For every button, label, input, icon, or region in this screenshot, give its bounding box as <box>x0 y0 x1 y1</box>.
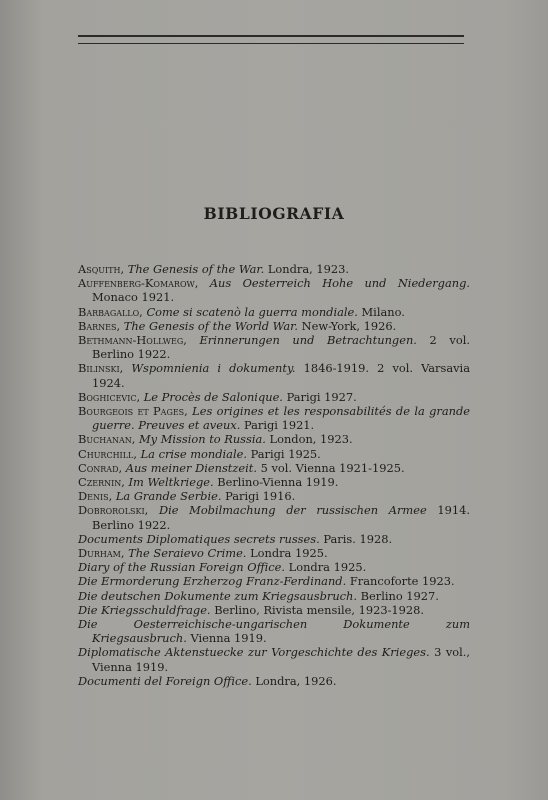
bibliography-entry <box>78 262 470 276</box>
entry-work: The Genesis of the World War. <box>123 318 298 333</box>
entry-details: Francoforte 1923. <box>349 574 455 589</box>
entry-details: 3 vol., Vienna 1919. <box>92 645 471 674</box>
entry-author: Buchanan, <box>78 432 136 447</box>
entry-work: Erinnerungen und Betrachtungen. <box>199 333 417 348</box>
entry-work: Diary of the Russian Foreign Office. <box>78 560 286 575</box>
entry-author: Dobrorolski, <box>78 503 149 518</box>
entry-details: Vienna 1919. <box>190 631 267 646</box>
bibliography-entry <box>78 574 470 588</box>
bibliography-entry <box>78 475 470 489</box>
entry-work: Wspomnienia i dokumenty. <box>131 361 296 376</box>
entry-details: Londra, 1923. <box>267 262 349 276</box>
entry-details: Paris. 1928. <box>323 531 393 546</box>
entry-details: Berlino 1927. <box>360 588 439 603</box>
bibliography-entry <box>78 589 470 603</box>
entry-details: Parigi 1916. <box>225 489 296 504</box>
entry-work: Les origines et les responsabilités de la grande guerre. Preuves et aveux. <box>92 404 470 433</box>
entry-author: Auffenberg-Komarow, <box>78 276 199 291</box>
entry-details: 1914. Berlino 1922. <box>92 503 470 532</box>
entry-author: Churchill, <box>78 446 137 461</box>
bibliography-entry <box>78 674 470 688</box>
entry-work: Die deutschen Dokumente zum Kriegsausbruch. <box>78 588 358 603</box>
entry-work: Come si scatenò la guerra mondiale. <box>146 304 358 319</box>
bibliography-entry <box>78 305 470 319</box>
entry-work: Die Ermorderung Erzherzog Franz-Ferdinand. <box>78 574 347 589</box>
entry-details: Londra 1925. <box>250 546 328 561</box>
entry-details: Milano. <box>361 304 405 319</box>
entry-details: 2 vol. Berlino 1922. <box>92 333 470 362</box>
bibliography-entry <box>78 461 470 475</box>
entry-author: Barbagallo, <box>78 304 143 319</box>
entry-details: Monaco 1921. <box>92 290 175 305</box>
bibliography-entry <box>78 489 470 503</box>
entry-work: La Grande Serbie. <box>115 489 222 504</box>
bibliography-entry <box>78 603 470 617</box>
entry-work: Le Procès de Salonique. <box>143 389 283 404</box>
bibliography-entry <box>78 432 470 446</box>
bibliography-entry <box>78 390 470 404</box>
entry-work: Im Weltkriege. <box>128 475 214 490</box>
bibliography-list <box>78 262 470 688</box>
bibliography-entry <box>78 532 470 546</box>
entry-author: Bilinski, <box>78 361 124 376</box>
entry-author: Czernin, <box>78 475 125 490</box>
entry-work: La crise mondiale. <box>140 446 247 461</box>
entry-work: The Genesis of the War. <box>127 262 265 276</box>
page-title: BIBLIOGRAFIA <box>203 204 345 223</box>
bibliography-entry <box>78 546 470 560</box>
entry-details: Parigi 1927. <box>286 389 357 404</box>
entry-details: Berlino-Vienna 1919. <box>217 475 339 490</box>
entry-work: Diplomatische Aktenstuecke zur Vorgeschichte des Krieges. <box>78 645 430 660</box>
entry-author: Boghicevic, <box>78 389 141 404</box>
entry-details: London, 1923. <box>269 432 353 447</box>
entry-work: Documents Diplomatiques secrets russes. <box>78 531 320 546</box>
entry-details: New-York, 1926. <box>301 318 397 333</box>
bibliography-entry <box>78 560 470 574</box>
entry-author: Conrad, <box>78 460 123 475</box>
entry-details: Parigi 1921. <box>243 418 315 433</box>
entry-details: Londra, 1926. <box>255 673 337 688</box>
header-rule-thin <box>78 43 464 44</box>
bibliography-entry <box>78 276 470 304</box>
entry-work: Die Oesterreichische-ungarischen Dokumente zum Kriegsausbruch. <box>78 617 470 646</box>
bibliography-entry <box>78 617 470 645</box>
entry-author: Bourgeois et Pages, <box>78 404 188 419</box>
entry-author: Durham, <box>78 546 125 561</box>
bibliography-entry <box>78 333 470 361</box>
entry-author: Denis, <box>78 489 113 504</box>
bibliography-entry <box>78 447 470 461</box>
entry-details: 1846-1919. 2 vol. Varsavia 1924. <box>92 361 470 390</box>
entry-details: 5 vol. Vienna 1921-1925. <box>260 460 405 475</box>
entry-work: Aus Oesterreich Hohe und Niedergang. <box>209 276 470 291</box>
entry-work: Die Kriegsschuldfrage. <box>78 602 211 617</box>
entry-author: Asquith, <box>78 262 125 276</box>
entry-author: Barnes, <box>78 318 121 333</box>
entry-work: Aus meiner Dienstzeit. <box>125 460 257 475</box>
entry-work: The Seraievo Crime. <box>128 546 247 561</box>
entry-details: Berlino, Rivista mensile, 1923-1928. <box>214 602 425 617</box>
bibliography-entry <box>78 503 470 531</box>
entry-work: Documenti del Foreign Office. <box>78 673 252 688</box>
bibliography-entry <box>78 404 470 432</box>
entry-details: Londra 1925. <box>288 560 367 575</box>
bibliography-entry <box>78 319 470 333</box>
entry-details: Parigi 1925. <box>250 446 321 461</box>
entry-author: Bethmann-Hollweg, <box>78 333 187 348</box>
entry-work: Die Mobilmachung der russischen Armee <box>158 503 427 518</box>
entry-work: My Mission to Russia. <box>139 432 266 447</box>
bibliography-entry <box>78 361 470 389</box>
header-rule-thick <box>78 35 464 37</box>
bibliography-entry <box>78 645 470 673</box>
